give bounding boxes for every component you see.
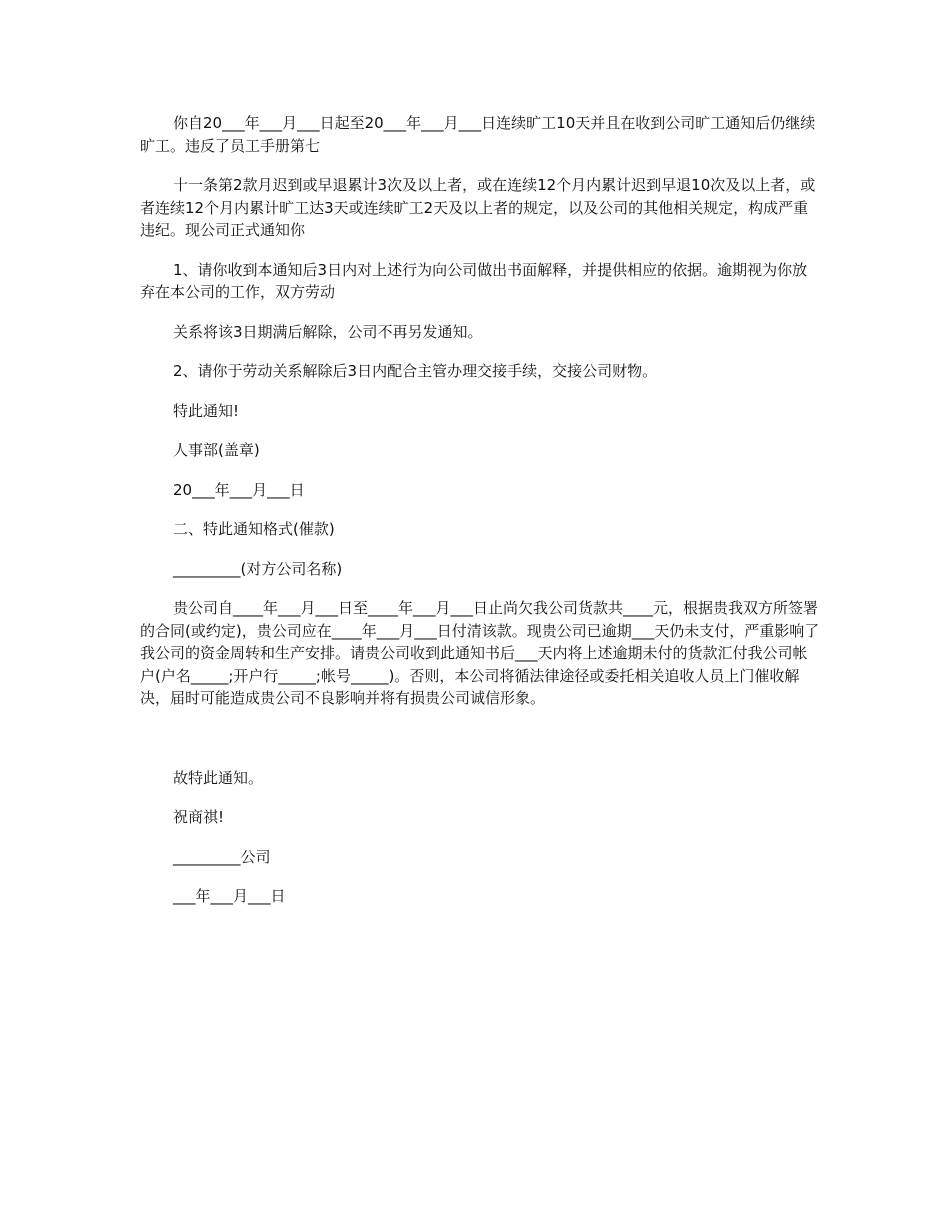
- document-page: [140, 112, 820, 925]
- paragraph-greeting: 祝商祺!: [173, 808, 225, 826]
- paragraph-item-2: 2、请你于劳动关系解除后3日内配合主管办理交接手续，交接公司财物。: [173, 362, 658, 380]
- paragraph-notice-closing: 特此通知!: [173, 401, 240, 420]
- paragraph-hr-seal: 人事部(盖章): [173, 441, 260, 459]
- paragraph-absence-notice: 你自20___年___月___日起至20___年___月___日连续旷工10天并且在收到公司旷工通知后仍继续旷工。违反了员工手册第七: [140, 114, 816, 155]
- paragraph-relationship-termination: 关系将该3日期满后解除，公司不再另发通知。: [173, 322, 483, 341]
- paragraph-signature-company: _________公司: [173, 847, 271, 866]
- paragraph-violation-clause: 十一条第2款月迟到或早退累计3次及以上者，或在连续12个月内累计迟到早退10次及以上者，或者连续12个月内累计旷工达3天或连续旷工2天及以上者的规定，以及公司的其他相关规定，构成严重违纪。现公司正式通知你: [140, 176, 816, 239]
- paragraph-recipient-company: _________(对方公司名称): [173, 559, 343, 578]
- paragraph-collection-body: 贵公司自____年___月___日至____年___月___日止尚欠我公司货款共____元，根据贵我双方所签署的合同(或约定)，贵公司应在____年___月___日付清该款。现贵公司已逾期___天仍未支付，严重影响了我公司的资金周转和生产安排。请贵公司收到此通知书后___天内将上述逾期未付的货款汇付我公司帐户(户名_____;开户行_____;帐号_____)。否则，本公司将循法律途径或委托相关追收人员上门催收解决，届时可能造成贵公司不良影响并将有损贵公司诚信形象。: [140, 599, 820, 707]
- section-heading-collection-format: 二、特此通知格式(催款): [173, 520, 335, 538]
- paragraph-date-line: 20___年___月___日: [173, 480, 305, 499]
- paragraph-item-1: 1、请你收到本通知后3日内对上述行为向公司做出书面解释，并提供相应的依据。逾期视为你放弃在本公司的工作，双方劳动: [140, 260, 808, 301]
- paragraph-special-notice: 故特此通知。: [173, 768, 264, 787]
- paragraph-spacer: [140, 727, 820, 767]
- paragraph-signature-date: ___年___月___日: [173, 887, 286, 905]
